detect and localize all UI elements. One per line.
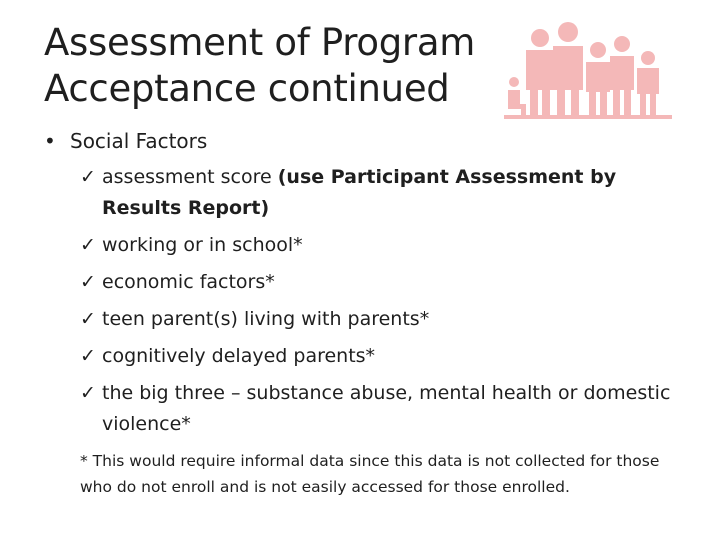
- check-item-text: cognitively delayed parents*: [102, 345, 376, 367]
- check-item-text: assessment score: [102, 166, 278, 188]
- check-icon: ✓: [80, 166, 96, 188]
- bullet-social-factors: [44, 128, 207, 154]
- check-item-3: [80, 267, 700, 298]
- check-item-text: economic factors*: [102, 271, 275, 293]
- checklist: [80, 162, 700, 446]
- family-figures-icon: [500, 20, 675, 120]
- bullet-marker: •: [44, 129, 56, 153]
- check-icon: ✓: [80, 382, 96, 404]
- check-icon: ✓: [80, 345, 96, 367]
- check-item-5: [80, 341, 700, 372]
- title-line-1: Assessment of Program: [44, 21, 475, 64]
- check-item-text: working or in school*: [102, 234, 303, 256]
- check-item-text: the big three – substance abuse, mental health or domestic violence*: [102, 382, 671, 435]
- check-item-bold: (use Participant Assessment by Results Report): [102, 166, 617, 219]
- check-icon: ✓: [80, 234, 96, 256]
- slide-title: [44, 20, 494, 112]
- check-item-text: teen parent(s) living with parents*: [102, 308, 430, 330]
- footnote: * This would require informal data since this data is not collected for those who do not enroll and is not easily accessed for those enrolled.: [80, 452, 660, 496]
- check-item-1: [80, 162, 700, 224]
- check-item-2: [80, 230, 700, 261]
- check-item-4: [80, 304, 700, 335]
- check-item-6: [80, 378, 700, 440]
- title-line-2: Acceptance continued: [44, 67, 450, 110]
- check-icon: ✓: [80, 308, 96, 330]
- bullet-text: Social Factors: [70, 129, 208, 153]
- check-icon: ✓: [80, 271, 96, 293]
